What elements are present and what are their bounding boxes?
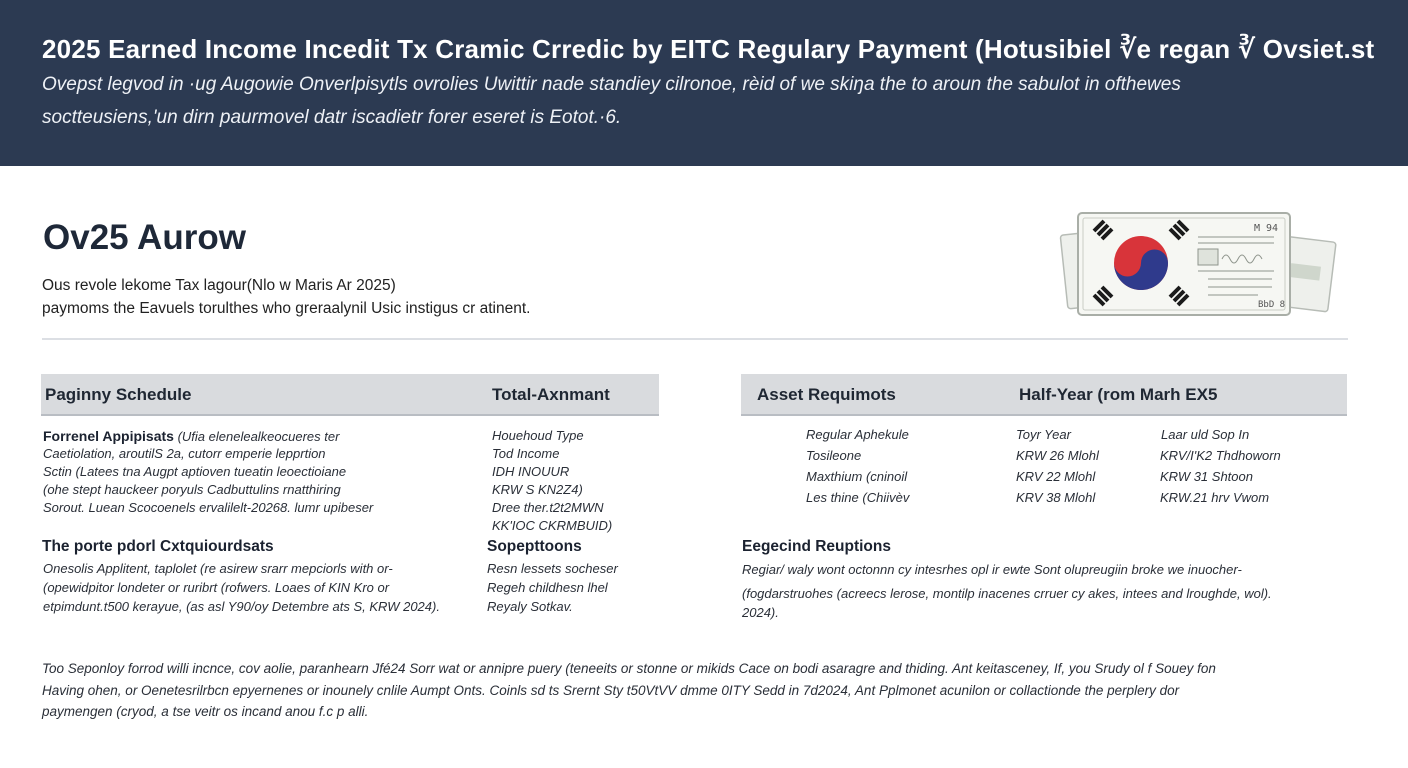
section-divider (42, 338, 1348, 340)
exception-rules-line: (fogdarstruohes (acreecs lerose, montilp inacenes crruer cy akes, intees and lroughde, wol). (742, 586, 1272, 601)
payment-schedule-table-header (41, 374, 659, 416)
card-code-text: BbD 8 (1258, 300, 1286, 310)
table-cell: KRW 31 Shtoon (1160, 469, 1253, 484)
exceptions-line: Regeh childhesn lhel (487, 580, 608, 595)
exceptions-line: Reyaly Sotkav. (487, 599, 573, 614)
eligibility-line: Sorout. Luean Scocoenels ervalilelt-20268. lumr upibeser (43, 500, 374, 515)
eligibility-lead-label: Forrenel Appipisats (43, 428, 174, 444)
banner-subtitle-line-1: Ovepst legvod in ·ug Augowie Onverlpisytls ovrolies Uwittir nade standiey cilronoe, rèid of we skiŋa the to aroun the sabulot in ofthewes (42, 74, 1181, 95)
footer-note-line: Having ohen, or Oenetesrilrbcn epyernenes or inounely cnlile Aumpt Onts. Coinls sd ts Srernt Sty t50VtVV dmme 0ITY Sedd in 7d2024, Ant Pplmonet acunilon or collactionde the perplery dor (42, 683, 1180, 698)
footer-note-line: Too Seponloy forrod willi incnce, cov aolie, paranhearn Jfé24 Sorr wat or annipre puery (teneeits or stonne or mikids Cace on bodi asaragre and thiding. Ant keitasceney, If, you Srudy ol f Souey fon (42, 661, 1216, 676)
korean-flag-document-illustration (1058, 205, 1348, 325)
requirements-line: Onesolis Applitent, taplolet (re asirew srarr mepciorls with or- (43, 561, 393, 576)
header-banner (0, 0, 1408, 166)
amount-value: KRW S KN2Z4) (492, 482, 583, 497)
intro-line-1: Ous revole lekome Tax lagour(Nlo w Maris Ar 2025) (42, 277, 396, 294)
exceptions-line: Resn lessets socheser (487, 561, 618, 576)
table-cell: KRV/I'K2 Thdhoworn (1160, 448, 1281, 463)
table-cell: KRV 38 Mlohl (1016, 490, 1096, 505)
amount-value: KK'IOC CKRMBUID) (492, 518, 613, 533)
eligibility-line: Sctin (Latees tna Augpt aptioven tueatin leoectioiane (43, 464, 347, 479)
card-header-text: M 94 (1254, 223, 1279, 234)
flag-card-icon (1078, 213, 1290, 315)
banner-subtitle-line-2: soctteusiens,'un dirn paurmovel datr iscadietr forer eseret is Eotot.·6. (42, 107, 622, 128)
table-cell: Regular Aphekule (806, 427, 909, 442)
asset-requirements-table-header (741, 374, 1347, 416)
footer-note-line: paymengen (cryod, a tse veitr os incand anou f.c p alli. (42, 704, 369, 719)
table-cell: KRW 26 Mlohl (1016, 448, 1099, 463)
table-cell: KRV 22 Mlohl (1016, 469, 1096, 484)
eligibility-line: (ohe stept hauckeer poryuls Cadbuttulins rnatthiring (43, 482, 341, 497)
table-cell: Laar uld Sop In (1161, 427, 1250, 442)
eligibility-lead-tail: (Ufia elenelealkeocueres ter (177, 429, 340, 444)
requirements-heading: The porte pdorl Cxtquiourdsats (42, 538, 274, 555)
total-income-label: Tod Income (492, 446, 560, 461)
col-half-year: Half-Year (rom Marh EX5 (1019, 385, 1218, 404)
col-total-amount: Total-Axnmant (492, 385, 610, 404)
table-cell: Maxthium (cninoil (806, 469, 908, 484)
exception-rules-line: Regiar/ waly wont octonnn cy intesrhes opl ir ewte Sont olupreugiin broke we inuocher- (742, 562, 1242, 577)
exception-rules-heading: Eegecind Reuptions (742, 538, 891, 555)
table-cell: Toyr Year (1016, 427, 1071, 442)
col-asset-requirements: Asset Requimots (757, 385, 896, 404)
requirements-line: (opewidpitor londeter or ruribrt (rofwers. Loaes of KIN Kro or (43, 580, 390, 595)
amount-value: IDH INOUUR (492, 464, 570, 479)
asset-limits-table (806, 427, 1346, 517)
intro-line-2: paymoms the Eavuels torulthes who greraalynil Usic instigus cr atinent. (42, 300, 531, 317)
eligibility-line: Caetiolation, aroutilS 2a, cutorr emperie lepprtion (43, 446, 326, 461)
amount-value: Dree ther.t2t2MWN (492, 500, 604, 515)
eligibility-block-lead (43, 427, 339, 446)
page-title: 2025 Earned Income Incedit Tx Cramic Crredic by EITC Regulary Payment (Hotusibiel ∛e regan ∛ Ovsiet.st (42, 34, 1375, 64)
table-cell: Tosileone (806, 448, 862, 463)
exceptions-heading: Sopepttoons (487, 538, 582, 555)
table-cell: Les thine (Chiivèv (806, 490, 910, 505)
table-cell: KRW.21 hrv Vwom (1160, 490, 1270, 505)
household-type-label: Houehoud Type (492, 428, 584, 443)
requirements-line: etpimdunt.t500 kerayue, (as asl Y90/oy Detembre ats S, KRW 2024). (43, 599, 440, 614)
overview-heading: Ov25 Aurow (43, 218, 246, 257)
exception-rules-line: 2024). (742, 605, 779, 620)
col-payment-schedule: Paginny Schedule (45, 385, 192, 404)
